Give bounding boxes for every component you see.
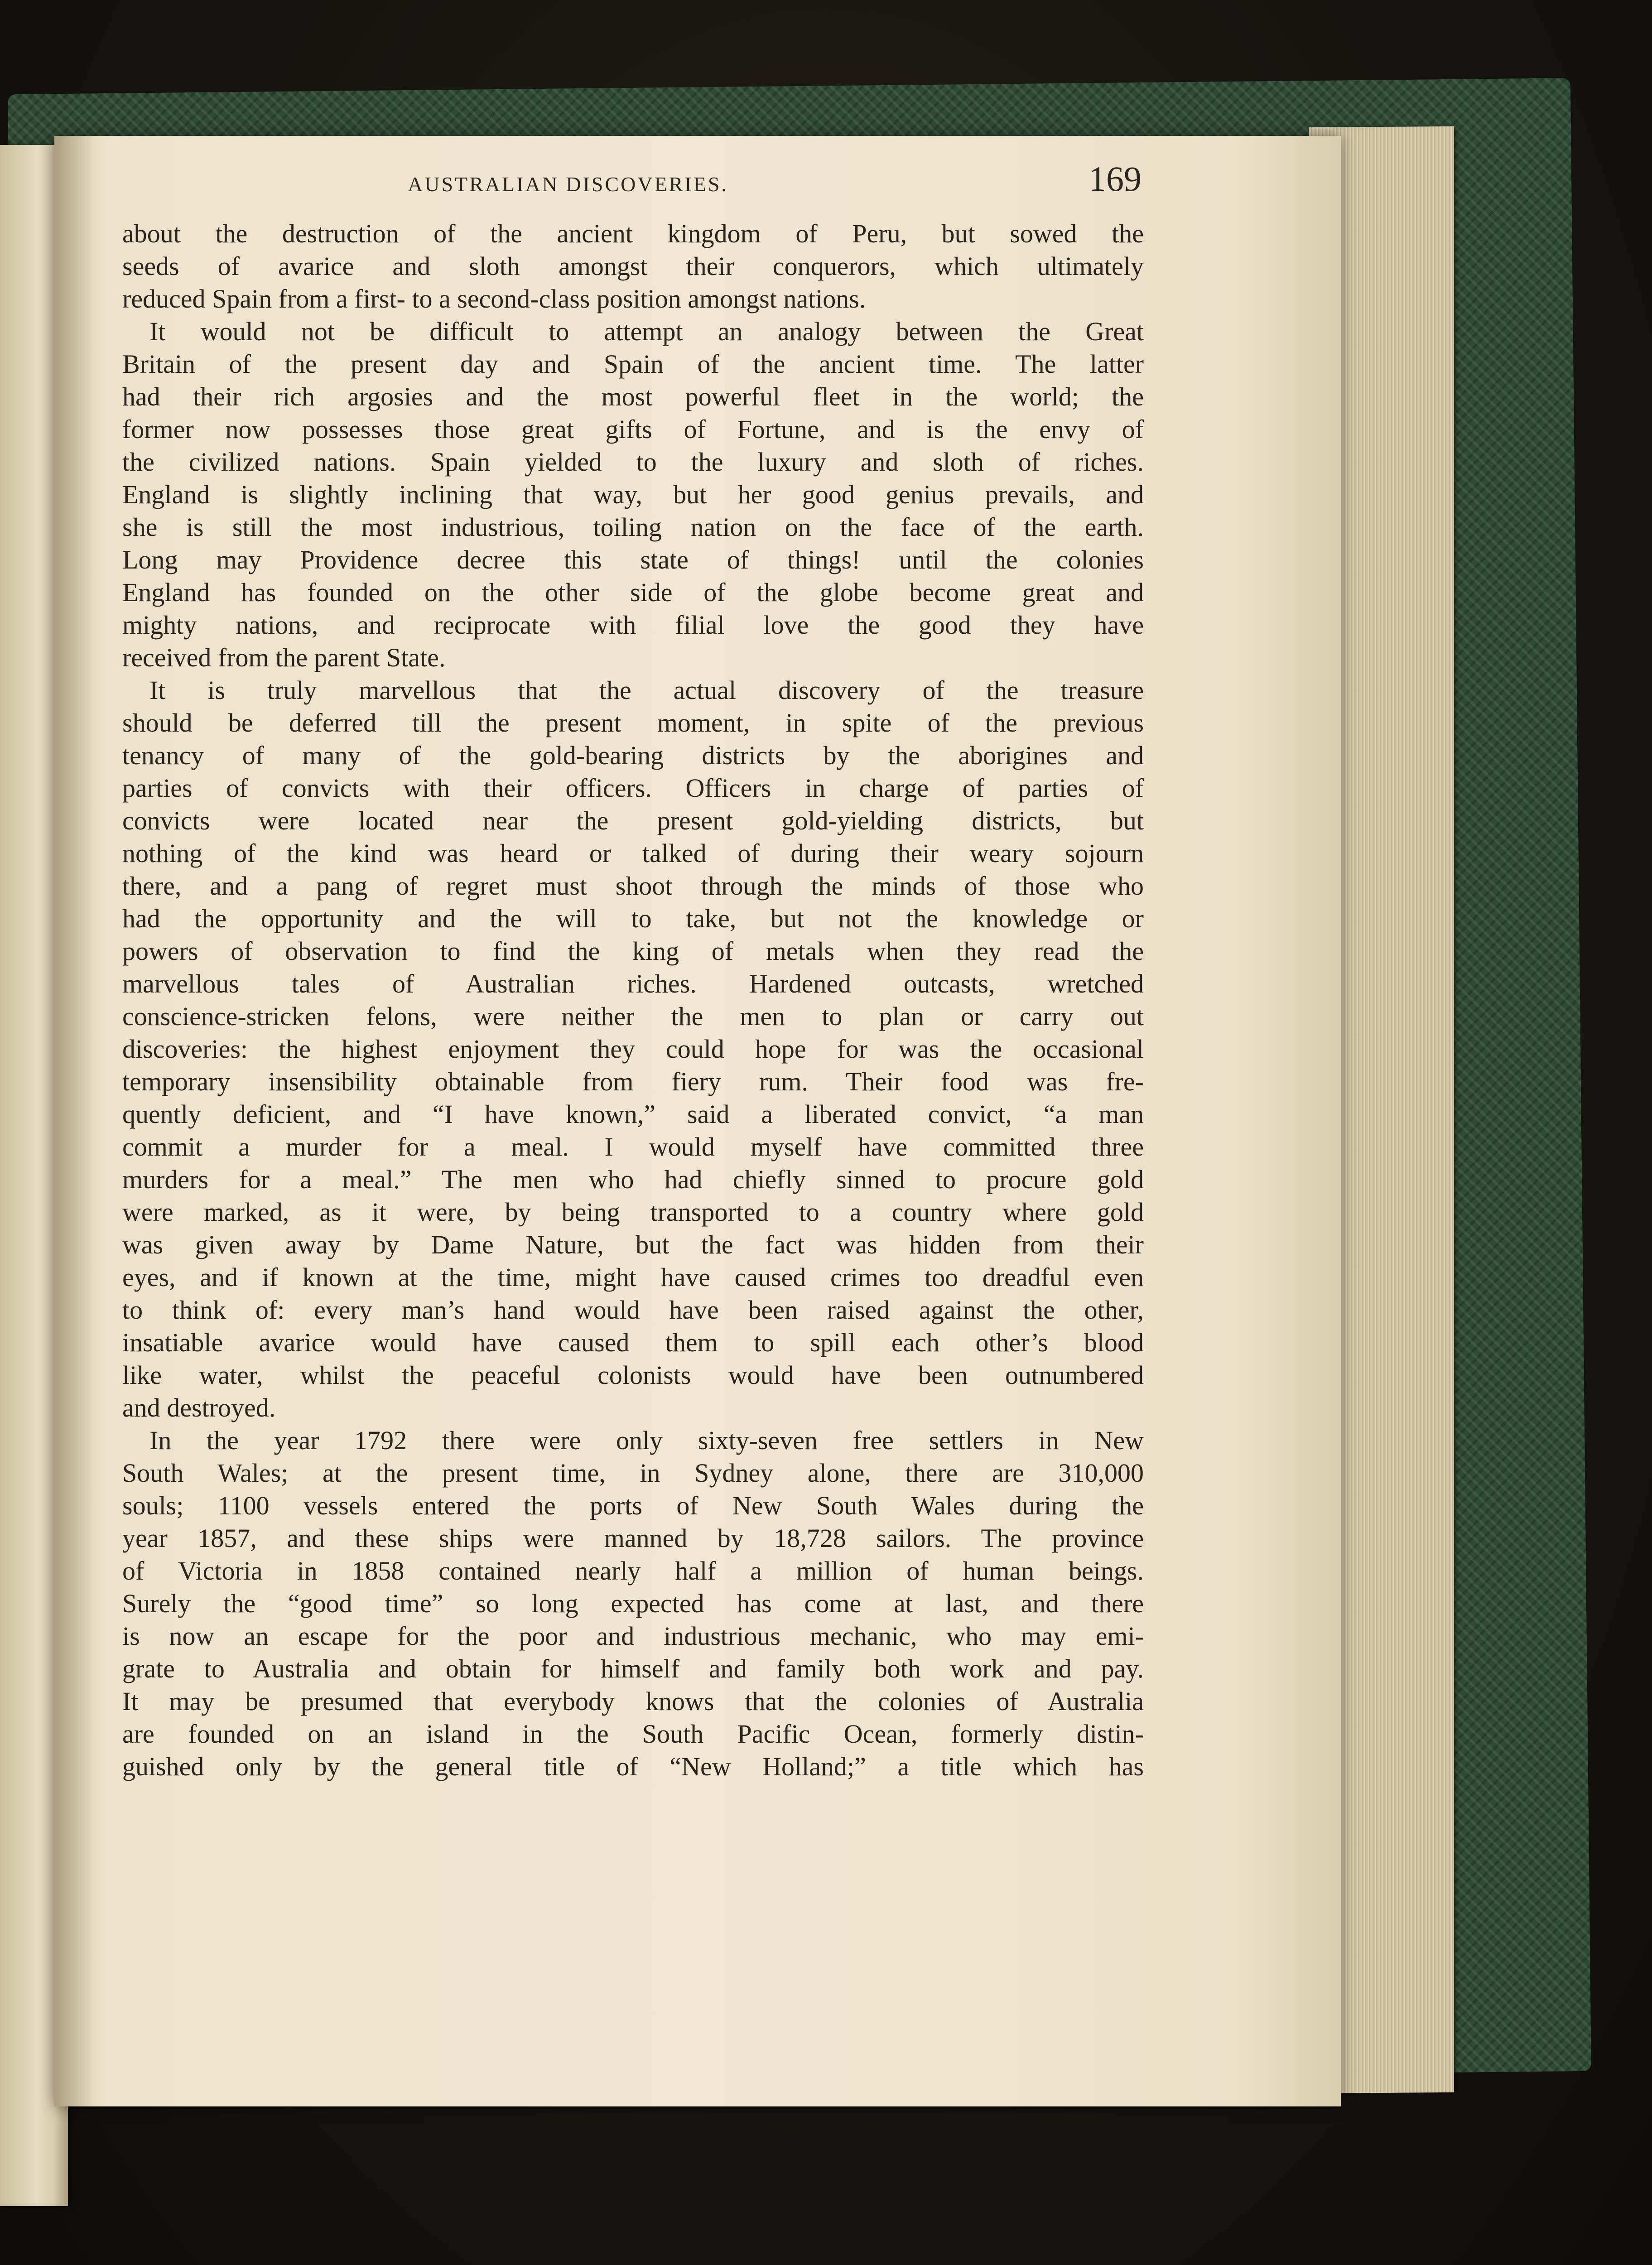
text-line: and destroyed.: [122, 1393, 276, 1422]
text-line: insatiable avarice would have caused them to spill each other’s blood: [122, 1328, 1144, 1357]
text-line: she is still the most industrious, toiling nation on the face of the earth.: [122, 512, 1144, 542]
text-line: is now an escape for the poor and industrious mechanic, who may emi-: [122, 1621, 1144, 1651]
text-line: are founded on an island in the South Pacific Ocean, formerly distin-: [122, 1719, 1144, 1749]
text-line: grate to Australia and obtain for himself and family both work and pay.: [122, 1654, 1144, 1683]
text-line: had their rich argosies and the most powerful fleet in the world; the: [122, 382, 1144, 411]
text-line: seeds of avarice and sloth amongst their conquerors, which ultimately: [122, 251, 1144, 281]
text-line: of Victoria in 1858 contained nearly half a million of human beings.: [122, 1556, 1144, 1586]
body-text: [122, 217, 1144, 1783]
text-line: Surely the “good time” so long expected has come at last, and there: [122, 1589, 1144, 1618]
text-line: England has founded on the other side of the globe become great and: [122, 578, 1144, 607]
text-line: about the destruction of the ancient kingdom of Peru, but sowed the: [122, 219, 1144, 248]
text-line: received from the parent State.: [122, 643, 446, 672]
text-line: should be deferred till the present moment, in spite of the previous: [122, 708, 1144, 737]
text-line: Britain of the present day and Spain of the ancient time. The latter: [122, 349, 1144, 379]
text-line: commit a murder for a meal. I would myself have committed three: [122, 1132, 1144, 1161]
text-line: temporary insensibility obtainable from fiery rum. Their food was fre-: [122, 1067, 1144, 1096]
text-line: It is truly marvellous that the actual discovery of the treasure: [149, 675, 1144, 705]
text-line: discoveries: the highest enjoyment they could hope for was the occasional: [122, 1034, 1144, 1064]
text-line: like water, whilst the peaceful colonists would have been outnumbered: [122, 1360, 1144, 1390]
text-line: were marked, as it were, by being transported to a country where gold: [122, 1197, 1144, 1227]
text-line: Long may Providence decree this state of things! until the colonies: [122, 545, 1144, 574]
text-line: year 1857, and these ships were manned by 18,728 sailors. The province: [122, 1523, 1144, 1553]
text-line: convicts were located near the present gold-yielding districts, but: [122, 806, 1144, 835]
text-line: eyes, and if known at the time, might have caused crimes too dreadful even: [122, 1263, 1144, 1292]
text-line: guished only by the general title of “New Holland;” a title which has: [122, 1752, 1144, 1781]
gutter-shadow: [54, 136, 95, 2106]
text-line: there, and a pang of regret must shoot through the minds of those who: [122, 871, 1144, 901]
page-number: 169: [1088, 159, 1141, 198]
running-head: [127, 154, 1141, 208]
text-line: former now possesses those great gifts of Fortune, and is the envy of: [122, 414, 1144, 444]
text-line: In the year 1792 there were only sixty-seven free settlers in New: [149, 1426, 1144, 1455]
running-title: AUSTRALIAN DISCOVERIES.: [408, 173, 728, 196]
text-line: to think of: every man’s hand would have been raised against the other,: [122, 1295, 1144, 1325]
text-line: powers of observation to find the king of metals when they read the: [122, 936, 1144, 966]
text-line: tenancy of many of the gold-bearing districts by the aborigines and: [122, 741, 1144, 770]
text-line: had the opportunity and the will to take, but not the knowledge or: [122, 904, 1144, 933]
text-line: murders for a meal.” The men who had chiefly sinned to procure gold: [122, 1165, 1144, 1194]
text-line: It may be presumed that everybody knows that the colonies of Australia: [122, 1687, 1144, 1716]
text-line: mighty nations, and reciprocate with filial love the good they have: [122, 610, 1144, 640]
text-line: parties of convicts with their officers. Officers in charge of parties of: [122, 773, 1144, 803]
text-line: marvellous tales of Australian riches. Hardened outcasts, wretched: [122, 969, 1144, 998]
text-line: conscience-stricken felons, were neither the men to plan or carry out: [122, 1002, 1144, 1031]
text-line: reduced Spain from a first- to a second-class position amongst nations.: [122, 284, 866, 313]
text-line: South Wales; at the present time, in Sydney alone, there are 310,000: [122, 1458, 1144, 1488]
text-line: England is slightly inclining that way, but her good genius prevails, and: [122, 480, 1144, 509]
text-line: nothing of the kind was heard or talked of during their weary sojourn: [122, 839, 1144, 868]
text-line: souls; 1100 vessels entered the ports of New South Wales during the: [122, 1491, 1144, 1520]
text-line: was given away by Dame Nature, but the fact was hidden from their: [122, 1230, 1144, 1259]
text-line: It would not be difficult to attempt an analogy between the Great: [149, 317, 1144, 346]
text-line: the civilized nations. Spain yielded to the luxury and sloth of riches.: [122, 447, 1144, 477]
text-line: quently deficient, and “I have known,” said a liberated convict, “a man: [122, 1099, 1144, 1129]
